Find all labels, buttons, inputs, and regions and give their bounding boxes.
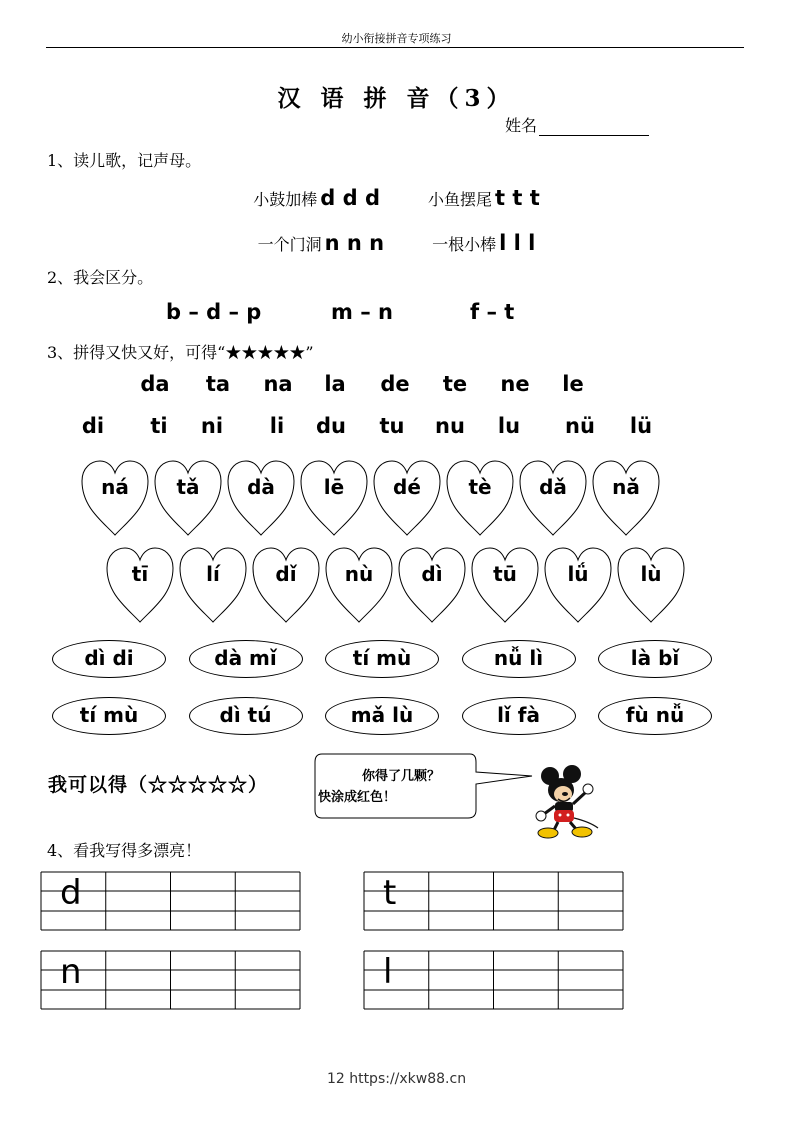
writing-grid-d[interactable] (40, 871, 301, 936)
mickey-mouse-icon (528, 762, 608, 842)
q4-title: 4、看我写得多漂亮！ (47, 841, 202, 860)
page-footer: 12 https://xkw88.cn (326, 1071, 467, 1087)
syllable-row2-8: nü (565, 414, 595, 438)
heart-syllable: ná (101, 475, 129, 499)
syllable-row1-0: da (140, 372, 170, 396)
heart-hearts2-4[interactable] (397, 546, 467, 626)
heart-icon (226, 459, 296, 539)
four-line-grid (363, 950, 624, 1011)
earn-stars-text: 我可以得（☆☆☆☆☆） (48, 774, 269, 796)
syllable-row2-5: tu (379, 414, 405, 438)
distinguish-group-bdp: b – d – p (166, 300, 262, 324)
heart-icon (591, 459, 661, 539)
oval-word: tí mù (79, 703, 139, 727)
oval-ovals2-4[interactable] (598, 697, 712, 735)
heart-hearts1-0[interactable] (80, 459, 150, 539)
distinguish-group-ft: f – t (470, 300, 515, 324)
heart-syllable: lí (206, 562, 220, 586)
heart-hearts2-1[interactable] (178, 546, 248, 626)
writing-grid-l[interactable] (363, 950, 624, 1015)
heart-syllable: dì (421, 562, 443, 586)
syllable-row2-9: lü (629, 414, 653, 438)
four-line-grid (363, 871, 624, 932)
heart-icon (80, 459, 150, 539)
heart-hearts1-6[interactable] (518, 459, 588, 539)
page-title: 汉 语 拼 音（3） (277, 85, 516, 112)
heart-icon (299, 459, 369, 539)
header-divider (46, 47, 744, 48)
syllable-row2-4: du (316, 414, 346, 438)
oval-word: dà mǐ (214, 646, 277, 670)
heart-syllable: dà (247, 475, 275, 499)
heart-icon (397, 546, 467, 626)
name-blank-line[interactable] (539, 119, 649, 136)
oval-word: lǐ fà (497, 703, 540, 727)
heart-hearts2-0[interactable] (105, 546, 175, 626)
heart-icon (372, 459, 442, 539)
heart-syllable: lǘ (567, 562, 589, 586)
syllable-row1-5: te (442, 372, 468, 396)
syllable-row2-0: di (81, 414, 105, 438)
oval-word: là bǐ (630, 646, 680, 670)
heart-syllable: tǎ (176, 475, 200, 499)
syllable-row1-4: de (380, 372, 410, 396)
heart-icon (251, 546, 321, 626)
heart-hearts2-3[interactable] (324, 546, 394, 626)
oval-word: dì di (84, 646, 134, 670)
model-letter: t (383, 873, 397, 913)
syllable-row2-6: nu (435, 414, 465, 438)
heart-syllable: tū (493, 562, 517, 586)
bubble-line-1: 你得了几颗？ (362, 769, 441, 784)
heart-hearts2-6[interactable] (543, 546, 613, 626)
syllable-row1-1: ta (205, 372, 231, 396)
heart-icon (543, 546, 613, 626)
syllable-row1-6: ne (500, 372, 530, 396)
oval-word: nǚ lì (493, 646, 544, 670)
model-letter: l (383, 952, 393, 992)
oval-ovals1-3[interactable] (462, 640, 576, 678)
oval-ovals1-2[interactable] (325, 640, 439, 678)
heart-syllable: lē (323, 475, 345, 499)
q1-title: 1、读儿歌，记声母。 (47, 151, 202, 170)
heart-syllable: tī (131, 562, 149, 586)
syllable-row1-3: la (324, 372, 346, 396)
q1-rhyme-row-2 (0, 231, 793, 255)
heart-syllable: nù (344, 562, 374, 586)
heart-syllable: dǎ (539, 475, 567, 499)
oval-ovals2-2[interactable] (325, 697, 439, 735)
syllable-row2-7: lu (497, 414, 521, 438)
rhyme-l: 一根小棒 l l l (432, 231, 536, 255)
heart-syllable: nǎ (612, 475, 640, 499)
q2-title: 2、我会区分。 (47, 268, 154, 287)
heart-icon (153, 459, 223, 539)
heart-hearts1-3[interactable] (299, 459, 369, 539)
syllable-row2-3: li (269, 414, 285, 438)
syllable-row1-7: le (562, 372, 584, 396)
model-letter: d (60, 873, 82, 913)
q1-rhyme-row-1 (0, 186, 793, 210)
rhyme-t: 小鱼摆尾 t t t (427, 186, 540, 210)
heart-hearts1-4[interactable] (372, 459, 442, 539)
oval-ovals2-0[interactable] (52, 697, 166, 735)
syllable-row1-2: na (263, 372, 293, 396)
heart-syllable: dé (393, 475, 421, 499)
heart-icon (616, 546, 686, 626)
oval-word: mǎ lù (350, 703, 414, 727)
heart-icon (105, 546, 175, 626)
oval-ovals2-3[interactable] (462, 697, 576, 735)
oval-ovals1-1[interactable] (189, 640, 303, 678)
heart-icon (470, 546, 540, 626)
heart-hearts2-5[interactable] (470, 546, 540, 626)
heart-hearts2-7[interactable] (616, 546, 686, 626)
rhyme-d: 小鼓加棒 d d d (253, 186, 380, 210)
heart-hearts1-2[interactable] (226, 459, 296, 539)
oval-word: dì tú (219, 703, 272, 727)
heart-hearts1-5[interactable] (445, 459, 515, 539)
heart-hearts2-2[interactable] (251, 546, 321, 626)
heart-syllable: tè (468, 475, 492, 499)
heart-syllable: dǐ (275, 562, 297, 586)
heart-icon (518, 459, 588, 539)
heart-hearts1-1[interactable] (153, 459, 223, 539)
writing-grid-t[interactable] (363, 871, 624, 936)
oval-ovals2-1[interactable] (189, 697, 303, 735)
oval-word: tí mù (352, 646, 412, 670)
heart-icon (445, 459, 515, 539)
oval-ovals1-0[interactable] (52, 640, 166, 678)
heart-syllable: lù (640, 562, 662, 586)
heart-hearts1-7[interactable] (591, 459, 661, 539)
name-field (505, 113, 649, 136)
heart-icon (324, 546, 394, 626)
syllable-row2-2: ni (200, 414, 224, 438)
syllable-row2-1: ti (150, 414, 168, 438)
writing-grid-n[interactable] (40, 950, 301, 1015)
bubble-line-2: 快涂成红色！ (318, 790, 397, 805)
page-header: 幼小衔接拼音专项练习 (341, 32, 452, 45)
q3-title: 3、拼得又快又好，可得“★★★★★” (47, 343, 314, 362)
heart-icon (178, 546, 248, 626)
rhyme-n: 一个门洞 n n n (257, 231, 385, 255)
oval-word: fù nǚ (625, 703, 685, 727)
model-letter: n (60, 952, 82, 992)
oval-ovals1-4[interactable] (598, 640, 712, 678)
name-label: 姓名 (505, 116, 538, 135)
distinguish-group-mn: m – n (331, 300, 393, 324)
